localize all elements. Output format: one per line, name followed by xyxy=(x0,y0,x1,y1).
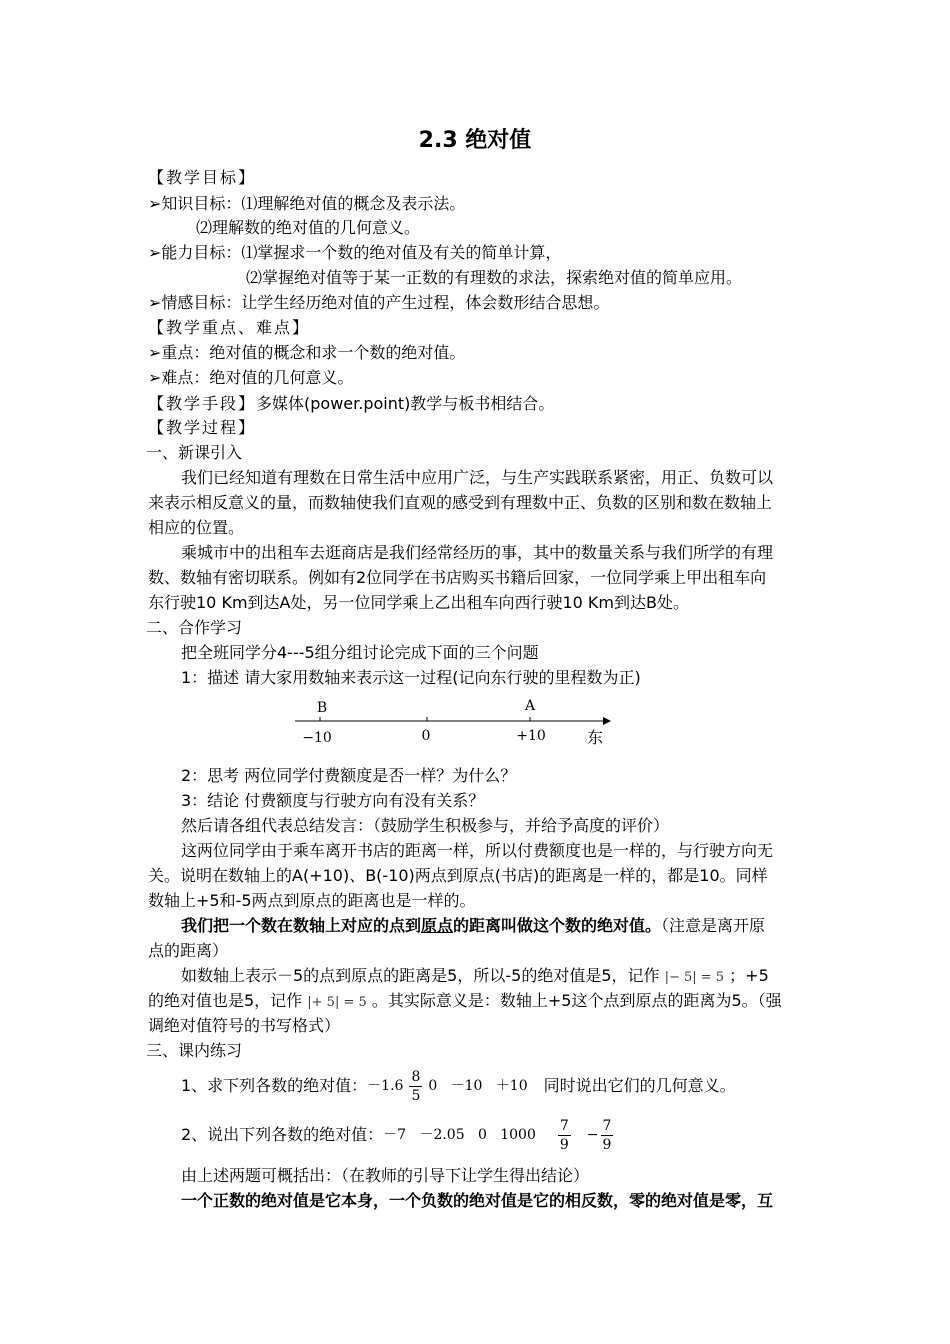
abs-expression: |− 5| = 5 xyxy=(664,970,725,985)
keypoint-difficulty: ➢难点：绝对值的几何意义。 xyxy=(148,368,354,387)
section-goals: 【教学目标】 xyxy=(148,168,257,187)
exercise-1-value: －1.6 xyxy=(367,1078,404,1094)
section-means xyxy=(148,394,554,414)
question-1: 1：描述 请大家用数轴来表示这一过程(记向东行驶的里程数为正) xyxy=(181,668,641,687)
tick-label: −10 xyxy=(302,730,332,746)
question-3: 3：结论 付费额度与行驶方向有没有关系？ xyxy=(181,791,485,810)
minus-sign: − xyxy=(586,1127,599,1143)
fraction-numerator: 8 xyxy=(411,1068,421,1085)
conclusion-text: 一个正数的绝对值是它本身，一个负数的绝对值是它的相反数，零的绝对值是零，互 xyxy=(181,1191,774,1210)
definition-note: （注意是离开原 xyxy=(661,916,766,935)
question-2: 2：思考 两位同学付费额度是否一样？为什么？ xyxy=(181,766,517,785)
fraction-denominator: 9 xyxy=(559,1136,569,1153)
part2-intro: 把全班同学分4---5组分组讨论完成下面的三个问题 xyxy=(181,643,539,662)
example-text: ；+5 xyxy=(729,966,769,985)
definition-text: 我们把一个数在数轴上对应的点到 xyxy=(181,916,422,935)
part1-paragraph-line: 东行驶10 Km到达A处，另一位同学乘上乙出租车向西行驶10 Km到达B处。 xyxy=(148,593,689,612)
exercise-2-label: 2、说出下列各数的绝对值： xyxy=(181,1125,384,1144)
exercise-1 xyxy=(181,1066,736,1106)
part1-paragraph-line: 来表示相反意义的量，而数轴使我们直观的感受到有理数中正、负数的区别和数在数轴上 xyxy=(148,493,773,512)
section-means-label: 【教学手段】 xyxy=(148,394,257,413)
part2-heading: 二、合作学习 xyxy=(146,618,243,637)
part1-paragraph-line: 相应的位置。 xyxy=(148,518,245,537)
goal-ability-2: ⑵掌握绝对值等于某一正数的有理数的求法，探索绝对值的简单应用。 xyxy=(246,268,743,287)
part1-heading: 一、新课引入 xyxy=(146,443,243,462)
example-line xyxy=(148,991,782,1013)
part1-paragraph-line: 乘城市中的出租车去逛商店是我们经常经历的事，其中的数量关系与我们所学的有理 xyxy=(181,543,774,562)
point-label-b: B xyxy=(316,700,328,716)
keypoint-focus: ➢重点：绝对值的概念和求一个数的绝对值。 xyxy=(148,343,466,362)
abs-expression: |+ 5| = 5 xyxy=(307,995,367,1010)
definition-note-cont: 点的距离） xyxy=(148,941,229,960)
section-means-text: 多媒体(power.point)教学与板书相结合。 xyxy=(256,394,555,413)
number-line-arrow xyxy=(603,717,611,725)
summary-conclusion-intro: 由上述两题可概括出：（在教师的引导下让学生得出结论） xyxy=(181,1166,590,1185)
fraction-denominator: 9 xyxy=(602,1136,612,1153)
example-text: 如数轴上表示－5的点到原点的距离是5，所以-5的绝对值是5，记作 xyxy=(181,966,660,985)
exercise-1-label: 1、求下列各数的绝对值： xyxy=(181,1076,368,1095)
goal-ability-1: ➢能力目标：⑴掌握求一个数的绝对值及有关的简单计算， xyxy=(148,243,562,262)
section-keypoints: 【教学重点、难点】 xyxy=(148,318,311,337)
goal-knowledge-1: ➢知识目标：⑴理解绝对值的概念及表示法。 xyxy=(148,194,466,213)
example-line: 调绝对值符号的书写格式） xyxy=(148,1016,341,1035)
definition-text: 的距离叫做这个数的绝对值。 xyxy=(453,916,662,935)
summary-line: 然后请各组代表总结发言：（鼓励学生积极参与，并给予高度的评价） xyxy=(181,816,670,835)
exercise-1-tail: 同时说出它们的几何意义。 xyxy=(543,1076,736,1095)
part3-heading: 三、课内练习 xyxy=(146,1041,243,1060)
point-label-a: A xyxy=(524,698,536,714)
fraction-denominator: 5 xyxy=(411,1087,421,1104)
section-process: 【教学过程】 xyxy=(148,418,257,437)
tick-label: +10 xyxy=(516,728,546,744)
direction-label: 东 xyxy=(586,728,604,747)
fraction-numerator: 7 xyxy=(602,1117,612,1134)
example-text: 。其实际意义是：数轴上+5这个点到原点的距离为5。（强 xyxy=(371,991,782,1010)
part2-paragraph-line: 这两位同学由于乘车离开书店的距离一样，所以付费额度也是一样的，与行驶方向无 xyxy=(181,841,774,860)
number-line-diagram xyxy=(285,693,615,749)
definition-origin: 原点 xyxy=(421,916,454,935)
part2-paragraph-line: 数轴上+5和-5两点到原点的距离也是一样的。 xyxy=(148,891,476,910)
tick-label: 0 xyxy=(421,728,431,744)
definition-line xyxy=(181,916,765,936)
example-text: 的绝对值也是5，记作 xyxy=(148,991,303,1010)
fraction xyxy=(601,1117,614,1154)
goal-knowledge-2: ⑵理解数的绝对值的几何意义。 xyxy=(196,218,421,237)
exercise-2 xyxy=(181,1115,619,1155)
exercise-2-value: －7 －2.05 0 1000 xyxy=(383,1127,536,1143)
fraction xyxy=(558,1117,571,1154)
part1-paragraph-line: 数、数轴有密切联系。例如有2位同学在书店购买书籍后回家，一位同学乘上甲出租车向 xyxy=(148,568,767,587)
goal-emotion: ➢情感目标：让学生经历绝对值的产生过程，体会数形结合思想。 xyxy=(148,293,610,312)
exercise-1-value: 0 －10 ＋10 xyxy=(428,1078,528,1094)
fraction xyxy=(409,1068,422,1105)
part2-paragraph-line: 关。说明在数轴上的A(+10)、B(-10)两点到原点(书店)的距离是一样的，都是10。同样 xyxy=(148,866,768,885)
page-title: 2.3 绝对值 xyxy=(418,128,532,153)
part1-paragraph-line: 我们已经知道有理数在日常生活中应用广泛，与生产实践联系紧密，用正、负数可以 xyxy=(181,468,774,487)
example-line xyxy=(181,966,769,988)
fraction-numerator: 7 xyxy=(559,1117,569,1134)
